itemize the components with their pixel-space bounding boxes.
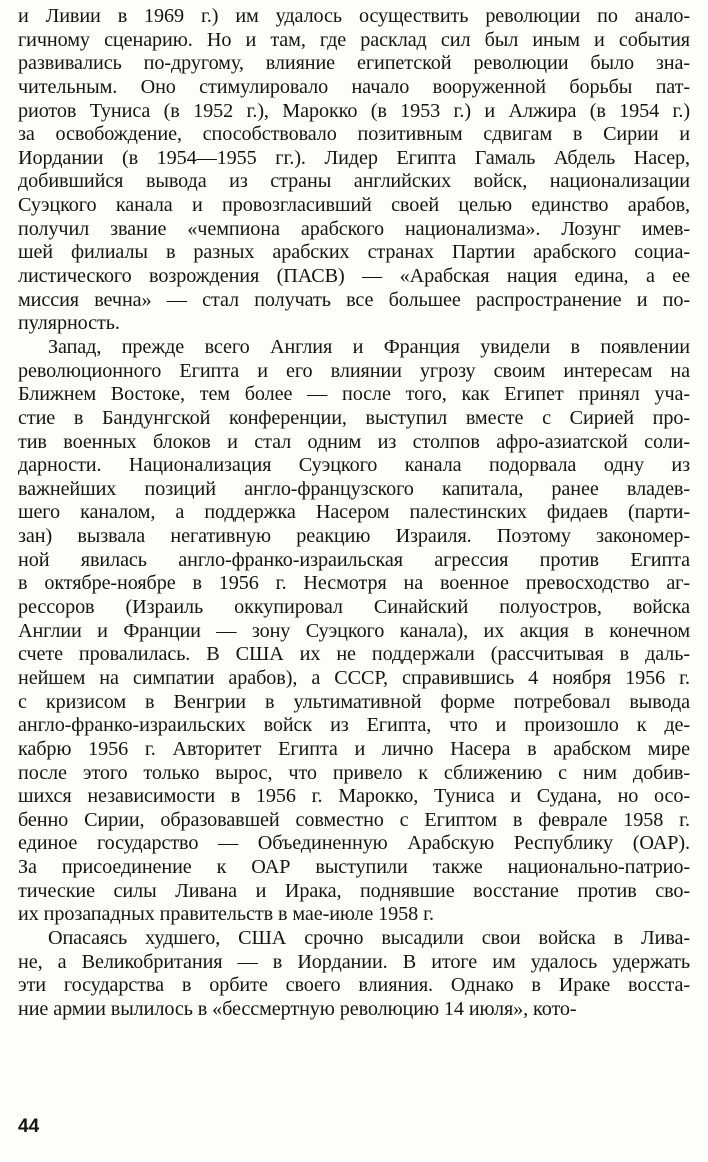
text-line: за освобождение, способствовало позитивным сдвигам в Сирии и <box>18 123 690 146</box>
text-line: ние армии вылилось в «бессмертную революцию 14 июля», кото- <box>18 997 577 1020</box>
text-line: шего каналом, а поддержка Насером палестинских фидаев (парти- <box>18 501 690 524</box>
text-line: дарности. Национализация Суэцкого канала подорвала одну из <box>18 454 690 477</box>
text-line: счете провалилась. В США их не поддержали (рассчитывая в даль- <box>18 643 690 666</box>
text-line: и Ливии в 1969 г.) им удалось осуществить революции по анало- <box>18 5 690 27</box>
text-line: Запад, прежде всего Англия и Франция увидели в появлении <box>48 335 690 358</box>
page-number: 44 <box>18 1116 40 1137</box>
text-line: листического возрождения (ПАСВ) — «Арабская нация едина, а ее <box>18 265 690 288</box>
text-line: гичному сценарию. Но и там, где расклад сил был иным и события <box>18 28 690 51</box>
text-line: пулярность. <box>18 312 120 335</box>
text-line: единое государство — Объединенную Арабскую Республику (ОАР). <box>18 832 690 855</box>
paragraph <box>18 336 690 927</box>
text-line: Иордании (в 1954—1955 гг.). Лидер Египта Гамаль Абдель Насер, <box>18 146 690 169</box>
text-line: Опасаясь худшего, США срочно высадили свои войска в Лива- <box>48 926 690 949</box>
text-line: ной явилась англо-франко-израильская агрессия против Египта <box>18 548 690 571</box>
text-line: кабрю 1956 г. Авторитет Египта и лично Насера в арабском мире <box>18 737 690 760</box>
text-line: Англии и Франции — зону Суэцкого канала), их акция в конечном <box>18 619 690 642</box>
text-line: англо-франко-израильских войск из Египта, что и произошло к де- <box>18 714 690 737</box>
text-line: рессоров (Израиль оккупировал Синайский полуостров, войска <box>18 596 690 619</box>
text-line: Ближнем Востоке, тем более — после того, как Египет принял уча- <box>18 383 690 406</box>
text-line: стие в Бандунгской конференции, выступил вместе с Сирией про- <box>18 406 690 429</box>
text-line: тические силы Ливана и Ирака, поднявшие восстание против сво- <box>18 879 690 902</box>
text-line: получил звание «чемпиона арабского национализма». Лозунг имев- <box>18 217 690 240</box>
paragraph <box>18 927 690 1022</box>
text-line: нейшем на симпатии арабов), а СССР, справившись 4 ноября 1956 г. <box>18 666 690 689</box>
text-line: зан) вызвала негативную реакцию Израиля. Поэтому закономер- <box>18 525 690 548</box>
body-text <box>18 5 690 1022</box>
text-line: добившийся вывода из страны английских войск, национализации <box>18 170 690 193</box>
text-line: не, а Великобритания — в Иордании. В итоге им удалось удержать <box>18 950 690 973</box>
text-line: с кризисом в Венгрии в ультимативной форме потребовал вывода <box>18 690 690 713</box>
text-line: революционного Египта и его влиянии угрозу своим интересам на <box>18 359 690 382</box>
paragraph <box>18 5 690 336</box>
text-line: миссия вечна» — стал получать все большее распространение и по- <box>18 288 690 311</box>
text-line: риотов Туниса (в 1952 г.), Марокко (в 1953 г.) и Алжира (в 1954 г.) <box>18 99 690 122</box>
text-line: важнейших позиций англо-французского капитала, ранее владев- <box>18 477 690 500</box>
text-line: после этого только вырос, что привело к сближению с ним добив- <box>18 761 690 784</box>
text-line: шихся независимости в 1956 г. Марокко, Туниса и Судана, но осо- <box>18 785 690 808</box>
text-line: развивались по-другому, влияние египетской революции было зна- <box>18 52 690 75</box>
text-line: Суэцкого канала и провозгласивший своей целью единство арабов, <box>18 194 690 217</box>
text-line: эти государства в орбите своего влияния. Однако в Ираке восста- <box>18 974 690 997</box>
text-line: их прозападных правительств в мае-июле 1958 г. <box>18 903 434 926</box>
text-line: чительным. Оно стимулировало начало вооруженной борьбы пат- <box>18 75 690 98</box>
text-line: шей филиалы в разных арабских странах Партии арабского социа- <box>18 241 690 264</box>
text-line: За присоединение к ОАР выступили также национально-патрио- <box>18 856 690 879</box>
text-line: тив военных блоков и стал одним из столпов афро-азиатской соли- <box>18 430 690 453</box>
text-line: бенно Сирии, образовавшей совместно с Египтом в феврале 1958 г. <box>18 808 690 831</box>
text-line: в октябре-ноябре в 1956 г. Несмотря на военное превосходство аг- <box>18 572 690 595</box>
